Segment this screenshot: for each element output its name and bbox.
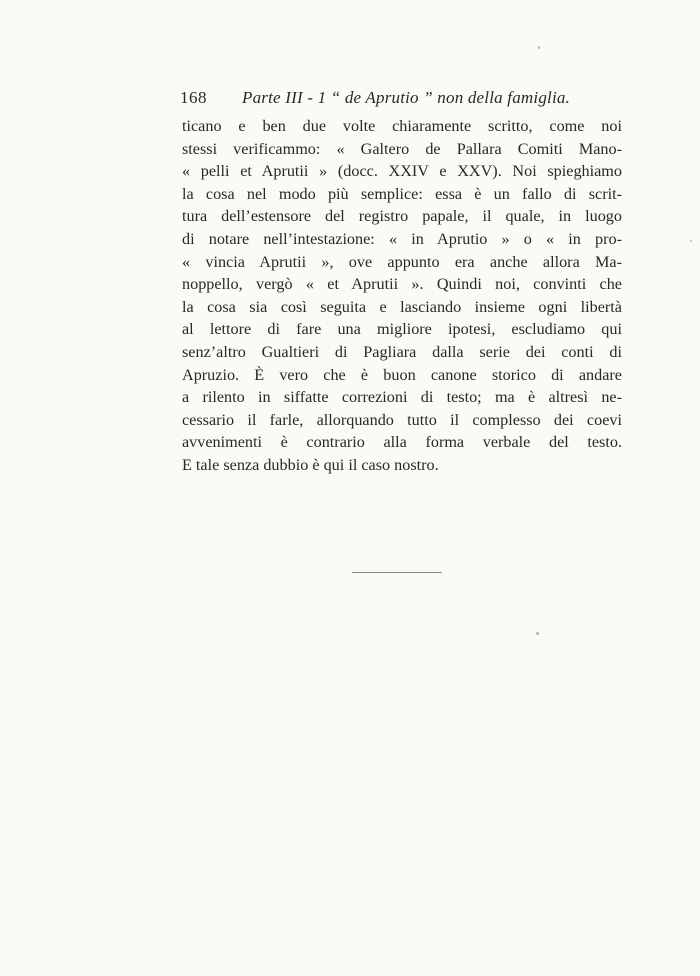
page-number: 168 bbox=[180, 88, 207, 107]
text-line: E tale senza dubbio è qui il caso nostro. bbox=[182, 455, 439, 474]
text-line: senz’altro Gualtieri di Pagliara dalla serie dei conti di bbox=[182, 342, 622, 361]
text-line: tura dell’estensore del registro papale, il quale, in luogo bbox=[182, 207, 622, 226]
text-line: la cosa sia così seguita e lasciando insieme ogni libertà bbox=[182, 297, 622, 316]
text-line: ticano e ben due volte chiaramente scritto, come noi bbox=[182, 117, 622, 135]
paper-speck bbox=[536, 632, 539, 635]
paper-speck bbox=[538, 46, 540, 49]
paper-speck bbox=[690, 240, 692, 242]
text-line: avvenimenti è contrario alla forma verbale del testo. bbox=[182, 433, 622, 452]
text-line: noppello, vergò « et Aprutii ». Quindi noi, convinti che bbox=[182, 275, 622, 294]
body-paragraph bbox=[182, 115, 622, 477]
running-title: Parte III - 1 “ de Aprutio ” non della famiglia. bbox=[242, 88, 571, 107]
section-end-rule bbox=[352, 572, 442, 573]
text-line: la cosa nel modo più semplice: essa è un fallo di scrit- bbox=[182, 184, 622, 203]
text-line: a rilento in siffatte correzioni di testo; ma è altresì ne- bbox=[182, 388, 622, 407]
text-line: Apruzio. È vero che è buon canone storico di andare bbox=[182, 365, 622, 384]
text-line: stessi verificammo: « Galtero de Pallara Comiti Mano- bbox=[182, 139, 622, 158]
text-line: di notare nell’intestazione: « in Aprutio » o « in pro- bbox=[182, 229, 622, 248]
running-head bbox=[180, 86, 630, 110]
text-line: « vincia Aprutii », ove appunto era anche allora Ma- bbox=[182, 252, 622, 271]
text-line: cessario il farle, allorquando tutto il complesso dei coevi bbox=[182, 410, 622, 429]
text-line: « pelli et Aprutii » (docc. XXIV e XXV). Noi spieghiamo bbox=[182, 162, 622, 181]
text-line: al lettore di fare una migliore ipotesi, escludiamo qui bbox=[182, 320, 622, 339]
